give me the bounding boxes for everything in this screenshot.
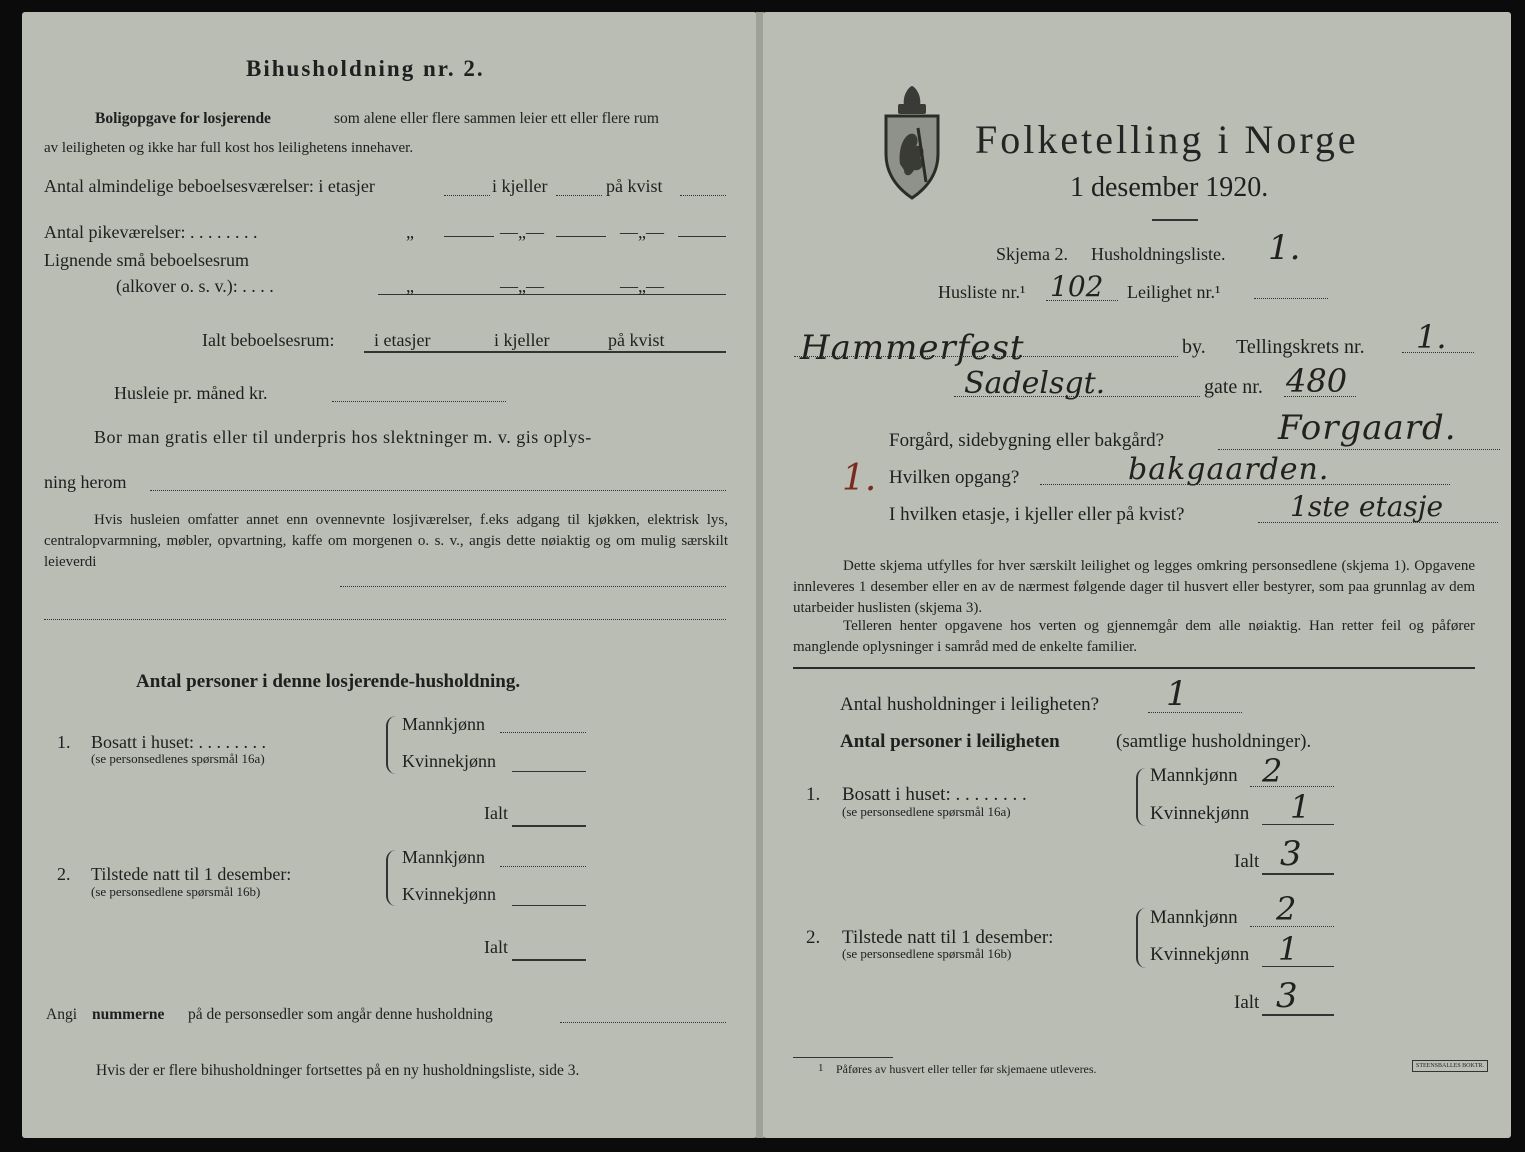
ialt-etasjer: i etasjer [374, 330, 431, 350]
right-q1-kvinne-line [1262, 824, 1334, 825]
by-line [794, 356, 1178, 357]
footnote-num: 1 [818, 1062, 824, 1074]
right-q1-sub: (se personsedlene spørsmål 16a) [842, 804, 1011, 819]
antal-hush-label: Antal husholdninger i leiligheten? [840, 694, 1100, 715]
left-q1-kvinne-line [512, 771, 586, 772]
intro-bold: Boligopgave for losjerende [95, 110, 271, 127]
gate-nr-line [1284, 396, 1356, 397]
angi-bold: nummerne [92, 1006, 165, 1023]
left-q1-ialt: Ialt [484, 803, 508, 823]
right-q2-num: 2. [806, 927, 821, 948]
left-q2-ialt-line [512, 959, 586, 961]
lign-ditto-dash-2: —„— [620, 276, 664, 296]
right-title: Folketelling i Norge [975, 117, 1359, 162]
printer-stamp: STEENSBALLES BOKTR. [1412, 1060, 1488, 1072]
right-q2-kvinne-line [1262, 966, 1334, 967]
angi-post: på de personsedler som angår denne husholdning [188, 1006, 493, 1023]
ialt-kvist: på kvist [608, 330, 665, 350]
rooms-kvist-line [680, 195, 726, 196]
right-q1-label: Bosatt i huset: . . . . . . . . [842, 784, 1027, 805]
lign-ditto-dash-1: —„— [500, 276, 544, 296]
left-q1-label: Bosatt i huset: . . . . . . . . [91, 732, 266, 752]
leilighet-line [1254, 298, 1328, 299]
antal-pers-rest: (samtlige husholdninger). [1116, 731, 1312, 752]
right-q1-kvinne: Kvinnekjønn [1150, 803, 1250, 824]
husleie-label: Husleie pr. måned kr. [114, 383, 268, 403]
right-q2-brace [1136, 908, 1146, 968]
right-q1-brace [1136, 768, 1146, 826]
pike-line-3 [678, 236, 726, 237]
husliste-line [1046, 300, 1118, 301]
left-q2-num: 2. [57, 864, 71, 884]
lign-ditto: „ [406, 276, 414, 296]
right-divider [793, 667, 1475, 669]
pike-ditto-dash-2: —„— [620, 222, 664, 242]
rooms-etasjer-line [444, 195, 490, 196]
right-q2-mann: Mannkjønn [1150, 907, 1238, 928]
husliste-label: Husliste nr.¹ [938, 282, 1026, 302]
bor-line [150, 490, 726, 491]
gate-line [954, 396, 1200, 397]
left-q2-kvinne: Kvinnekjønn [402, 884, 496, 904]
rooms-kvist: på kvist [606, 176, 663, 196]
pike-line-2 [556, 236, 606, 237]
tellingskrets-label: Tellingskrets nr. [1236, 336, 1365, 358]
ialt-kjeller: i kjeller [494, 330, 550, 350]
right-q1-mann: Mannkjønn [1150, 765, 1238, 786]
right-q2-mann-value: 2 [1276, 890, 1297, 928]
antal-hush-line [1148, 712, 1242, 713]
right-q2-label: Tilstede natt til 1 desember: [842, 927, 1054, 948]
left-antal-heading: Antal personer i denne losjerende-husholdning. [136, 671, 521, 692]
left-q2-kvinne-line [512, 905, 586, 906]
right-q1-mann-line [1250, 786, 1334, 787]
lign-line2: (alkover o. s. v.): . . . . [116, 276, 274, 296]
right-date-underline [1152, 219, 1198, 221]
hvis-line-2 [44, 619, 726, 620]
left-footer: Hvis der er flere bihusholdninger fortsettes på en ny husholdningsliste, side 3. [96, 1062, 580, 1079]
left-q1-num: 1. [57, 732, 71, 752]
instruction-paragraph-2: Telleren henter opgavene hos verten og gjennemgår dem alle nøiaktig. Han retter feil og påfører manglende oplysninger i samråd med de enkelte familier. [793, 618, 1475, 655]
gate-value: Sadelsgt. [964, 366, 1106, 401]
right-q1-num: 1. [806, 784, 821, 805]
bor-line1: Bor man gratis eller til underpris hos slektninger m. v. gis oplys- [94, 427, 592, 447]
by-label: by. [1182, 336, 1206, 358]
bor-line2: ning herom [44, 472, 127, 492]
left-q2-ialt: Ialt [484, 937, 508, 957]
right-q2-ialt: Ialt [1234, 992, 1260, 1013]
right-date: 1 desember 1920. [1070, 172, 1269, 203]
antal-pers-bold: Antal personer i leiligheten [840, 731, 1060, 752]
left-q2-label: Tilstede natt til 1 desember: [91, 864, 292, 884]
ialt-rum-label: Ialt beboelsesrum: [202, 330, 335, 350]
right-q1-mann-value: 2 [1262, 752, 1283, 790]
left-q1-brace [386, 716, 396, 774]
angi-line [560, 1022, 726, 1023]
forgard-value: Forgaard. [1278, 408, 1457, 448]
etasje-label: I hvilken etasje, i kjeller eller på kvist? [889, 504, 1185, 525]
rooms-label: Antal almindelige beboelsesværelser: i etasjer [44, 176, 375, 196]
intro-rest: som alene eller flere sammen leier ett eller flere rum [334, 110, 659, 127]
intro-line2: av leiligheten og ikke har full kost hos leilighetens innehaver. [44, 140, 414, 156]
right-q2-ialt-value: 3 [1276, 976, 1298, 1016]
husleie-line [332, 401, 506, 402]
right-q2-sub: (se personsedlene spørsmål 16b) [842, 946, 1012, 961]
angi-pre: Angi [46, 1006, 77, 1023]
right-q2-mann-line [1250, 926, 1334, 927]
rooms-kjeller-line [556, 195, 602, 196]
pike-ditto-dash-1: —„— [500, 222, 544, 242]
margin-red-mark: 1. [842, 458, 877, 499]
left-q1-kvinne: Kvinnekjønn [402, 751, 496, 771]
right-q1-kvinne-value: 1 [1290, 788, 1311, 826]
lign-line1: Lignende små beboelsesrum [44, 250, 249, 270]
right-q1-ialt: Ialt [1234, 851, 1260, 872]
opgang-line [1040, 484, 1450, 485]
pike-label: Antal pikeværelser: . . . . . . . . [44, 222, 258, 242]
footnote-rule [793, 1057, 893, 1058]
opgang-label: Hvilken opgang? [889, 467, 1020, 488]
left-q2-brace [386, 850, 396, 906]
hvis-paragraph: Hvis husleien omfatter annet enn ovennevnte losjiværelser, f.eks adgang til kjøkken, elektrisk lys, centralopvarmning, møbler, opvartning, kaffe om morgenen o. s. v., angis dette nøiaktig og om mulig særskilt leieverdi [44, 512, 728, 570]
opgang-value: bakgaarden. [1128, 452, 1330, 487]
gate-label: gate nr. [1204, 376, 1263, 398]
right-q2-kvinne-value: 1 [1278, 930, 1299, 968]
tellingskrets-value: 1. [1416, 318, 1447, 356]
norwegian-coat-of-arms-icon [880, 84, 944, 202]
left-q2-mann: Mannkjønn [402, 847, 485, 867]
lign-underline [378, 294, 726, 295]
forgard-label: Forgård, sidebygning eller bakgård? [889, 430, 1165, 451]
hvis-line [340, 586, 726, 587]
husliste-value: 102 [1050, 270, 1104, 303]
pike-line-1 [444, 236, 494, 237]
right-q2-ialt-line [1262, 1014, 1334, 1016]
husholdningsliste-label: Husholdningsliste. [1091, 244, 1226, 264]
left-q1-mann-line [500, 732, 586, 733]
antal-hush-value: 1 [1166, 674, 1188, 714]
right-q1-ialt-value: 3 [1280, 834, 1302, 874]
by-value: Hammerfest [800, 328, 1025, 368]
footnote-text: Påføres av husvert eller teller før skjemaene utleveres. [836, 1062, 1097, 1076]
ialt-rum-underline [364, 351, 726, 353]
instruction-paragraph-1: Dette skjema utfylles for hver særskilt leilighet og legges omkring personsedlene (skjema 1). Opgavene innleveres 1 desember eller en av de nærmest følgende dager til husvert eller bestyrer, som paa grunnlag av dem utarbeider huslisten (skjema 3). [793, 558, 1475, 616]
right-q2-kvinne: Kvinnekjønn [1150, 944, 1250, 965]
husholdningsliste-value: 1. [1268, 228, 1301, 268]
rooms-kjeller: i kjeller [492, 176, 548, 196]
left-q2-sub: (se personsedlene spørsmål 16b) [91, 884, 261, 899]
leilighet-label: Leilighet nr.¹ [1127, 282, 1221, 302]
left-q1-ialt-line [512, 825, 586, 827]
gate-nr-value: 480 [1286, 362, 1348, 400]
right-q1-ialt-line [1262, 873, 1334, 875]
etasje-line [1258, 522, 1498, 523]
pike-ditto: „ [406, 222, 414, 242]
left-q2-mann-line [500, 866, 586, 867]
left-q1-sub: (se personsedlenes spørsmål 16a) [91, 751, 265, 766]
etasje-value: 1ste etasje [1290, 490, 1444, 523]
skjema-label: Skjema 2. [996, 244, 1068, 264]
left-q1-mann: Mannkjønn [402, 714, 485, 734]
left-title: Bihusholdning nr. 2. [246, 56, 485, 81]
tellingskrets-line [1402, 352, 1474, 353]
forgard-line [1218, 449, 1500, 450]
